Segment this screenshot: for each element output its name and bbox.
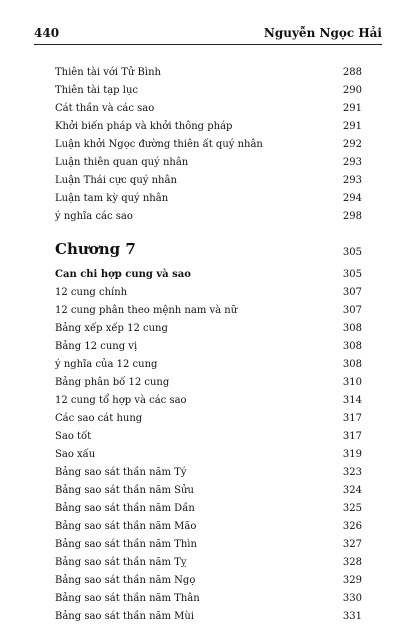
toc-entry-page: 327 bbox=[342, 539, 362, 550]
toc-entry bbox=[55, 388, 362, 406]
toc-entry-title: Cát thần và các sao bbox=[55, 103, 155, 114]
toc-entry bbox=[55, 604, 362, 622]
toc-entry-page: 329 bbox=[342, 575, 362, 586]
toc-entry bbox=[55, 280, 362, 298]
toc-entry bbox=[55, 114, 362, 132]
toc-entry-title: Thiên tài tạp lục bbox=[55, 85, 139, 96]
toc-entry bbox=[55, 568, 362, 586]
toc-entry-title: Bảng sao sát thần năm Dần bbox=[55, 503, 195, 514]
toc-entry bbox=[55, 370, 362, 388]
toc-entry bbox=[55, 442, 362, 460]
toc-entry-page: 298 bbox=[342, 211, 362, 222]
toc-entry-page: 288 bbox=[342, 67, 362, 78]
toc-entry-title: Bảng phân bố 12 cung bbox=[55, 377, 170, 388]
toc-entry-page: 292 bbox=[342, 139, 362, 150]
toc-entry-title: 12 cung phân theo mệnh nam và nữ bbox=[55, 305, 238, 316]
toc-entry-page: 294 bbox=[342, 193, 362, 204]
toc-entry bbox=[55, 460, 362, 478]
toc-entry-page: 307 bbox=[342, 305, 362, 316]
toc-entry-page: 308 bbox=[342, 359, 362, 370]
toc-entry-title: ý nghĩa các sao bbox=[55, 211, 133, 222]
toc-entry-page: 308 bbox=[342, 341, 362, 352]
toc-entry-page: 308 bbox=[342, 323, 362, 334]
toc-entry bbox=[55, 406, 362, 424]
toc-entry-page: 307 bbox=[342, 287, 362, 298]
toc-entry-title: Bảng sao sát thần năm Thìn bbox=[55, 539, 197, 550]
toc-entry bbox=[55, 478, 362, 496]
toc-entry bbox=[55, 204, 362, 222]
toc-entry-page: 293 bbox=[342, 175, 362, 186]
toc-entry-page: 310 bbox=[342, 377, 362, 388]
toc-entry-page: 291 bbox=[342, 121, 362, 132]
toc-entry-title: 12 cung chính bbox=[55, 287, 128, 298]
toc-entry bbox=[55, 150, 362, 168]
toc-entry-page: 325 bbox=[342, 503, 362, 514]
toc-entry bbox=[55, 550, 362, 568]
toc-entry-title: Bảng sao sát thần năm Mùi bbox=[55, 611, 195, 622]
toc-entry-page: 328 bbox=[342, 557, 362, 568]
toc-entry-title: Sao xấu bbox=[55, 449, 96, 460]
toc-entry-title: ý nghĩa của 12 cung bbox=[55, 359, 158, 370]
toc-entry-title: Thiên tài với Tử Bình bbox=[55, 67, 161, 78]
toc-entry bbox=[55, 586, 362, 604]
toc-entry-page: 317 bbox=[342, 431, 362, 442]
toc-entry-title: Các sao cát hung bbox=[55, 413, 143, 424]
toc-entry bbox=[55, 132, 362, 150]
toc-entry-title: Chương 7 bbox=[55, 240, 136, 258]
toc-entry-title: Luận Thái cực quý nhân bbox=[55, 175, 177, 186]
toc-entry-page: 326 bbox=[342, 521, 362, 532]
toc-entry bbox=[55, 424, 362, 442]
table-of-contents bbox=[55, 60, 362, 622]
author-name: Nguyễn Ngọc Hải bbox=[263, 26, 382, 40]
toc-section-heading bbox=[55, 258, 362, 280]
toc-entry-title: Bảng sao sát thần năm Mão bbox=[55, 521, 197, 532]
toc-entry bbox=[55, 168, 362, 186]
toc-entry-title: Luận thiên quan quý nhân bbox=[55, 157, 189, 168]
toc-entry-page: 330 bbox=[342, 593, 362, 604]
toc-entry-title: Bảng sao sát thần năm Thân bbox=[55, 593, 200, 604]
toc-entry-title: Bảng xếp xếp 12 cung bbox=[55, 323, 168, 334]
toc-chapter-heading bbox=[55, 222, 362, 258]
toc-entry bbox=[55, 298, 362, 316]
toc-entry-page: 290 bbox=[342, 85, 362, 96]
toc-entry-title: Bảng sao sát thần năm Tỵ bbox=[55, 557, 187, 568]
toc-entry-page: 331 bbox=[342, 611, 362, 622]
toc-entry-title: Bảng sao sát thần năm Tý bbox=[55, 467, 187, 478]
toc-entry-page: 317 bbox=[342, 413, 362, 424]
page-header bbox=[34, 26, 382, 45]
toc-entry bbox=[55, 186, 362, 204]
toc-entry-title: Bảng 12 cung vị bbox=[55, 341, 138, 352]
toc-entry-page: 324 bbox=[342, 485, 362, 496]
toc-entry-page: 293 bbox=[342, 157, 362, 168]
toc-entry-page: 319 bbox=[342, 449, 362, 460]
toc-entry-page: 323 bbox=[342, 467, 362, 478]
page-number: 440 bbox=[34, 26, 60, 40]
toc-entry bbox=[55, 316, 362, 334]
toc-entry bbox=[55, 96, 362, 114]
toc-entry-title: Sao tốt bbox=[55, 431, 92, 442]
toc-entry-title: Bảng sao sát thần năm Sửu bbox=[55, 485, 194, 496]
toc-entry-page: 305 bbox=[342, 269, 362, 280]
toc-entry bbox=[55, 496, 362, 514]
toc-entry bbox=[55, 60, 362, 78]
toc-entry-title: Can chi hợp cung và sao bbox=[55, 269, 191, 280]
toc-entry-title: Luận khởi Ngọc đường thiên ất quý nhân bbox=[55, 139, 263, 150]
toc-entry bbox=[55, 514, 362, 532]
toc-entry-page: 314 bbox=[342, 395, 362, 406]
toc-entry-page: 291 bbox=[342, 103, 362, 114]
toc-entry bbox=[55, 334, 362, 352]
toc-entry bbox=[55, 532, 362, 550]
toc-entry-page: 305 bbox=[342, 247, 362, 258]
toc-entry-title: 12 cung tổ hợp và các sao bbox=[55, 395, 187, 406]
toc-entry bbox=[55, 352, 362, 370]
toc-entry-title: Bảng sao sát thần năm Ngọ bbox=[55, 575, 196, 586]
toc-entry bbox=[55, 78, 362, 96]
toc-entry-title: Luận tam kỳ quý nhân bbox=[55, 193, 169, 204]
toc-entry-title: Khởi biến pháp và khởi thông pháp bbox=[55, 121, 233, 132]
